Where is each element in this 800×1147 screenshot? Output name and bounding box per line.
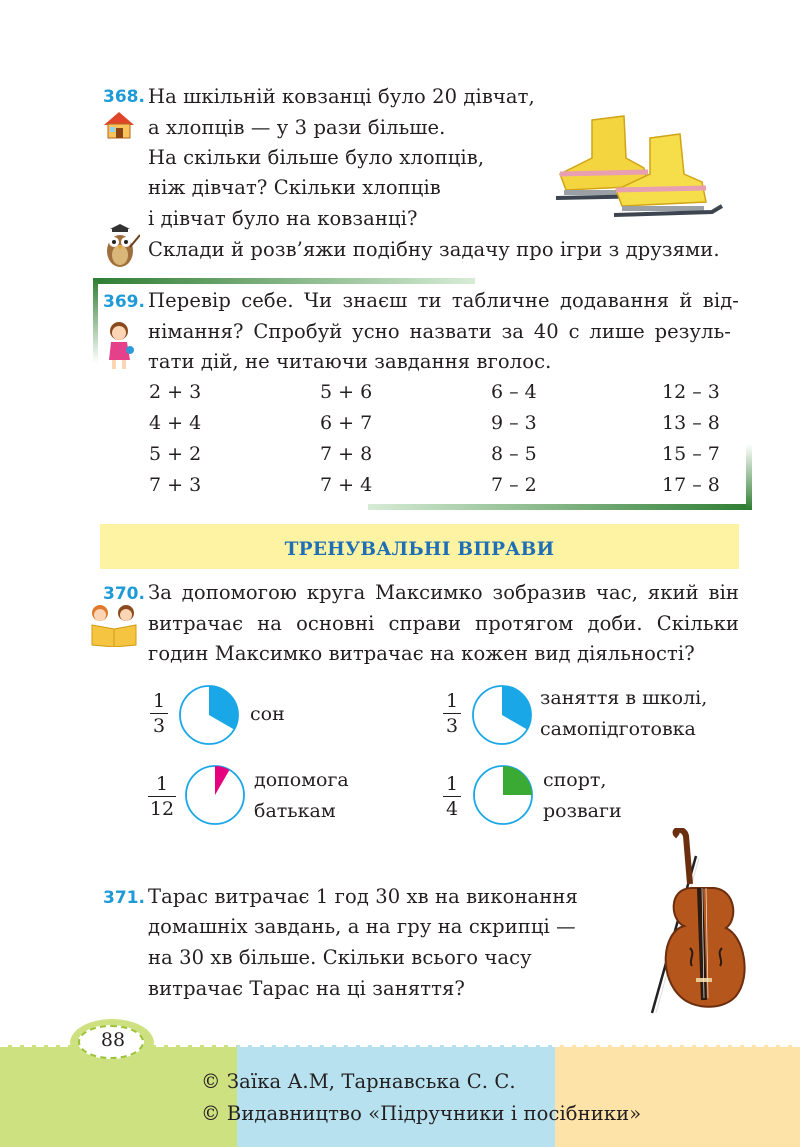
- fraction: [443, 690, 461, 737]
- pie-sector: [503, 766, 532, 795]
- text-line: За допомогою круга Максимко зобразив час, який він: [148, 581, 739, 604]
- expression: 9 – 3: [491, 412, 537, 434]
- frame-top-bar: [93, 278, 475, 284]
- pie-circle-help: [183, 763, 247, 827]
- expression: 7 – 2: [491, 474, 537, 496]
- text-line: Склади й розв’яжи подібну задачу про ігри з друзями.: [148, 238, 720, 261]
- fraction: [148, 773, 176, 820]
- expression: 8 – 5: [491, 443, 537, 465]
- activity-label: допомога: [254, 769, 349, 791]
- ice-skates-illustration: [552, 108, 727, 226]
- activity-label: сон: [250, 703, 285, 725]
- fraction-numerator: 1: [152, 690, 166, 712]
- fraction-denominator: 12: [149, 798, 175, 820]
- exercise-number-368: 368.: [103, 87, 145, 107]
- pie-circle-sport: [471, 763, 535, 827]
- violin-illustration: [640, 828, 750, 1018]
- fraction-denominator: 3: [152, 715, 166, 737]
- text-line: витрачає Тарас на ці заняття?: [148, 977, 465, 1000]
- fraction-numerator: 1: [445, 773, 459, 795]
- text-line: а хлопців — у 3 рази більше.: [148, 116, 446, 139]
- expression: 5 + 6: [320, 381, 373, 403]
- expression: 4 + 4: [149, 412, 202, 434]
- copyright-authors: © Заїка А.М, Тарнавська С. С.: [201, 1070, 516, 1093]
- girl-icon: [103, 320, 137, 372]
- footer-band-yellow: [555, 1045, 800, 1147]
- expression: 2 + 3: [149, 381, 202, 403]
- text-line: Перевір себе. Чи знаєш ти табличне додавання й від-: [148, 289, 739, 312]
- page-number: 88: [100, 1029, 126, 1051]
- exercise-number-371: 371.: [103, 888, 145, 908]
- house-icon: [102, 110, 136, 140]
- activity-label: самопідготовка: [540, 718, 696, 740]
- owl-teacher-icon: [100, 223, 140, 269]
- text-line: на 30 хв більше. Скільки всього часу: [148, 946, 532, 969]
- section-title: ТРЕНУВАЛЬНІ ВПРАВИ: [284, 539, 555, 560]
- expression: 7 + 8: [320, 443, 373, 465]
- text-line: Тарас витрачає 1 год 30 хв на виконання: [148, 885, 578, 908]
- fraction: [443, 773, 461, 820]
- frame-left-bar: [93, 278, 98, 363]
- pie-circle-sleep: [177, 683, 241, 747]
- expression: 12 – 3: [662, 381, 720, 403]
- expression: 15 – 7: [662, 443, 720, 465]
- text-line: домашніх завдань, а на гру на скрипці —: [148, 915, 576, 938]
- activity-label: спорт,: [543, 769, 607, 791]
- expression: 7 + 4: [320, 474, 373, 496]
- text-line: витрачає на основні справи протягом доби. Скільки: [148, 612, 739, 635]
- expression: 13 – 8: [662, 412, 720, 434]
- text-line: ніж дівчат? Скільки хлопців: [148, 176, 441, 199]
- exercise-number-370: 370.: [103, 584, 145, 604]
- frame-right-bar: [746, 444, 752, 510]
- text-line: годин Максимко витрачає на кожен вид діяльності?: [148, 642, 695, 665]
- activity-label: батькам: [254, 800, 336, 822]
- expression: 5 + 2: [149, 443, 202, 465]
- activity-label: розваги: [543, 800, 622, 822]
- frame-bottom-bar: [368, 504, 752, 510]
- exercise-number-369: 369.: [103, 292, 145, 312]
- fraction-numerator: 1: [155, 773, 169, 795]
- text-line: тати дій, не читаючи завдання вголос.: [148, 350, 552, 373]
- activity-label: заняття в школі,: [540, 687, 708, 709]
- pie-circle-school: [470, 683, 534, 747]
- expression: 7 + 3: [149, 474, 202, 496]
- copyright-publisher: © Видавництво «Підручники і посібники»: [201, 1102, 642, 1125]
- footer-band-blue: [237, 1045, 555, 1147]
- fraction-numerator: 1: [445, 690, 459, 712]
- children-reading-icon: [86, 603, 142, 647]
- text-line: німання? Спробуй усно назвати за 40 с лише резуль-: [148, 320, 731, 343]
- section-banner: [100, 524, 739, 569]
- expression: 6 + 7: [320, 412, 373, 434]
- fraction-denominator: 3: [445, 715, 459, 737]
- fraction: [150, 690, 168, 737]
- expression: 17 – 8: [662, 474, 720, 496]
- text-line: На скільки більше було хлопців,: [148, 146, 485, 169]
- text-line: На шкільній ковзанці було 20 дівчат,: [148, 85, 535, 108]
- expression: 6 – 4: [491, 381, 537, 403]
- fraction-denominator: 4: [445, 798, 459, 820]
- text-line: і дівчат було на ковзанці?: [148, 207, 418, 230]
